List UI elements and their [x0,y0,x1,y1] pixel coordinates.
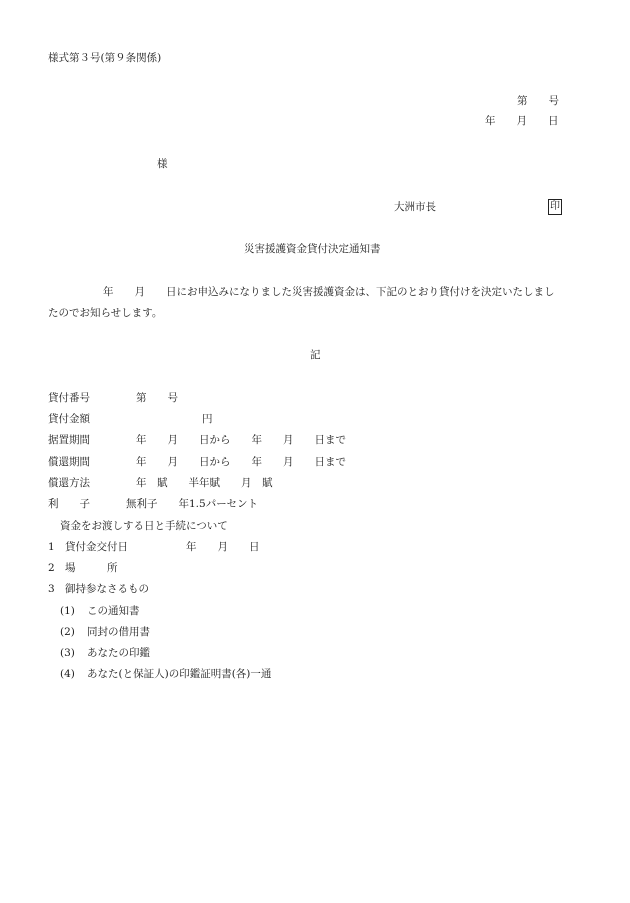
item-value: 年 月 日から 年 月 日まで [136,456,346,468]
item-label: 償還方法 [48,477,90,489]
bring-num: (4) [60,668,75,680]
handover-label: 場 所 [65,562,118,574]
item-value: 年 賦 半年賦 月 賦 [136,477,273,489]
document-date: 年 月 日 [485,115,559,127]
handover-num: 2 [48,562,55,574]
handover-num: 3 [48,583,55,595]
sender: 大洲市長 [394,201,436,213]
handover-value: 年 月 日 [186,541,260,553]
item-label: 貸付金額 [48,413,90,425]
bring-num: (2) [60,626,75,638]
body-line-1: 年 月 日にお申込みになりました災害援護資金は、下記のとおり貸付けを決定いたしまし [103,286,555,298]
form-label: 様式第３号(第９条関係) [48,52,162,64]
bring-num: (1) [60,605,75,617]
ki-heading: 記 [310,349,321,361]
addressee: 様 [157,158,168,170]
bring-text: あなたの印鑑 [87,647,150,659]
item-value: 第 号 [136,392,178,404]
bring-text: 同封の借用書 [87,626,150,638]
handover-num: 1 [48,541,55,553]
document-number: 第 号 [517,95,559,107]
item-label: 償還期間 [48,456,90,468]
bring-text: あなた(と保証人)の印鑑証明書(各)一通 [87,668,272,680]
handover-label: 御持参なさるもの [65,583,149,595]
handover-heading: 資金をお渡しする日と手続について [60,520,228,532]
item-value: 年 月 日から 年 月 日まで [136,434,346,446]
item-label: 貸付番号 [48,392,90,404]
handover-label: 貸付金交付日 [65,541,128,553]
seal-mark: 印 [548,199,562,215]
body-line-2: たのでお知らせします。 [48,307,163,319]
item-label: 利 子 [48,498,90,510]
item-value: 円 [202,413,213,425]
item-value: 無利子 年1.5パーセント [126,498,258,510]
bring-text: この通知書 [87,605,140,617]
item-label: 据置期間 [48,434,90,446]
bring-num: (3) [60,647,75,659]
document-title: 災害援護資金貸付決定通知書 [244,243,381,255]
